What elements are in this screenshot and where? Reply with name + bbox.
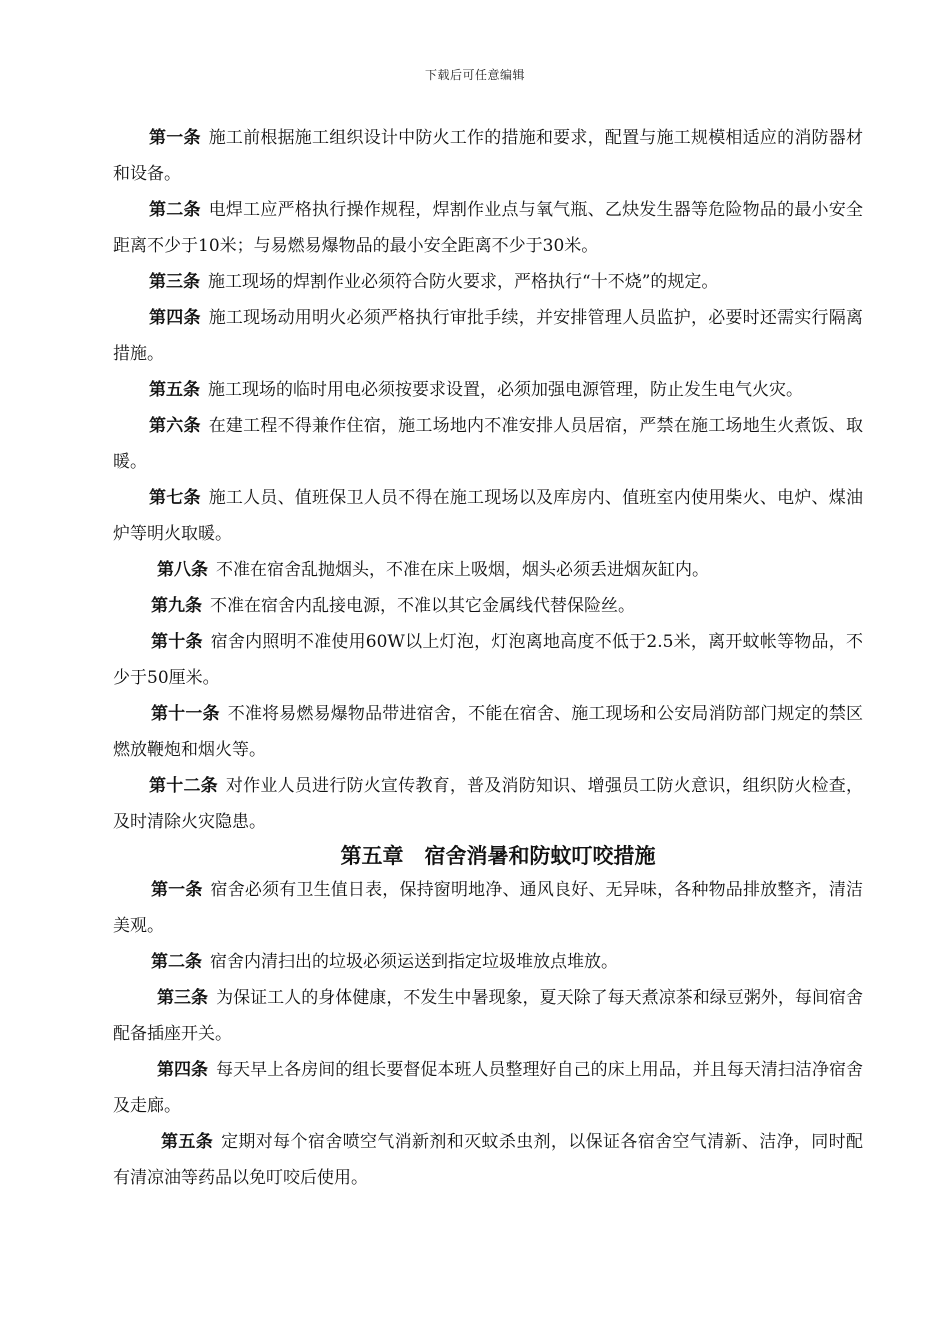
article-label: 第四条 <box>149 308 201 328</box>
article-1 <box>113 120 863 192</box>
article-label: 第八条 <box>157 560 208 580</box>
chapter5-article-3 <box>113 980 863 1052</box>
article-text: 施工人员、值班保卫人员不得在施工现场以及库房内、值班室内使用柴火、电炉、煤油炉等明火取暖。 <box>113 488 864 544</box>
article-text: 对作业人员进行防火宣传教育，普及消防知识、增强员工防火意识，组织防火检查，及时清除火灾隐患。 <box>113 776 864 832</box>
article-5 <box>113 372 863 408</box>
article-label: 第五条 <box>161 1132 214 1152</box>
article-text: 施工前根据施工组织设计中防火工作的措施和要求，配置与施工规模相适应的消防器材和设备。 <box>113 128 864 184</box>
article-label: 第四条 <box>157 1060 209 1080</box>
article-label: 第十二条 <box>149 776 218 796</box>
article-label: 第一条 <box>151 880 203 900</box>
article-6 <box>113 408 863 480</box>
article-text: 不准在宿舍乱抛烟头，不准在床上吸烟，烟头必须丢进烟灰缸内。 <box>216 560 709 580</box>
article-label: 第二条 <box>151 952 202 972</box>
article-label: 第十条 <box>151 632 203 652</box>
article-text: 每天早上各房间的组长要督促本班人员整理好自己的床上用品，并且每天清扫洁净宿舍及走廊。 <box>113 1060 864 1116</box>
article-label: 第五条 <box>149 380 200 400</box>
article-10 <box>113 624 863 696</box>
page-header: 下载后可任意编辑 <box>424 68 525 82</box>
article-label: 第七条 <box>149 488 201 508</box>
article-label: 第一条 <box>149 128 201 148</box>
article-text: 为保证工人的身体健康，不发生中暑现象，夏天除了每天煮凉茶和绿豆粥外，每间宿舍配备插座开关。 <box>113 988 864 1044</box>
chapter-title: 第五章 宿舍消暑和防蚊叮咬措施 <box>340 844 656 868</box>
article-8 <box>113 552 863 588</box>
article-4 <box>113 300 863 372</box>
article-text: 在建工程不得兼作住宿，施工场地内不准安排人员居宿，严禁在施工场地生火煮饭、取暖。 <box>113 416 864 472</box>
article-text: 宿舍内清扫出的垃圾必须运送到指定垃圾堆放点堆放。 <box>210 952 618 972</box>
chapter5-article-1 <box>113 872 863 944</box>
article-7 <box>113 480 863 552</box>
article-label: 第三条 <box>157 988 209 1008</box>
article-text: 电焊工应严格执行操作规程，焊割作业点与氧气瓶、乙炔发生器等危险物品的最小安全距离不少于10米；与易燃易爆物品的最小安全距离不少于30米。 <box>113 200 864 256</box>
chapter5-article-4 <box>113 1052 863 1124</box>
article-3 <box>113 264 863 300</box>
article-label: 第六条 <box>149 416 201 436</box>
article-text: 宿舍必须有卫生值日表，保持窗明地净、通风良好、无异味，各种物品排放整齐，清洁美观。 <box>113 880 864 936</box>
article-12 <box>113 768 863 840</box>
article-text: 施工现场的焊割作业必须符合防火要求，严格执行“十不烧”的规定。 <box>208 272 719 292</box>
article-label: 第二条 <box>149 200 201 220</box>
article-text: 施工现场的临时用电必须按要求设置，必须加强电源管理，防止发生电气火灾。 <box>208 380 803 400</box>
document-body <box>113 120 863 1196</box>
chapter5-article-5 <box>113 1124 863 1196</box>
article-11 <box>113 696 863 768</box>
chapter5-article-2 <box>113 944 863 980</box>
article-2 <box>113 192 863 264</box>
article-label: 第十一条 <box>151 704 220 724</box>
article-label: 第九条 <box>151 596 202 616</box>
article-text: 宿舍内照明不准使用60W以上灯泡，灯泡离地高度不低于2.5米，离开蚊帐等物品，不少于50厘米。 <box>113 632 864 688</box>
article-label: 第三条 <box>149 272 200 292</box>
article-text: 不准将易燃易爆物品带进宿舍，不能在宿舍、施工现场和公安局消防部门规定的禁区燃放鞭炮和烟火等。 <box>113 704 864 760</box>
article-9 <box>113 588 863 624</box>
article-text: 不准在宿舍内乱接电源，不准以其它金属线代替保险丝。 <box>210 596 635 616</box>
article-text: 施工现场动用明火必须严格执行审批手续，并安排管理人员监护，必要时还需实行隔离措施。 <box>113 308 864 364</box>
article-text: 定期对每个宿舍喷空气消新剂和灭蚊杀虫剂，以保证各宿舍空气清新、洁净，同时配有清凉油等药品以免叮咬后使用。 <box>113 1132 863 1188</box>
